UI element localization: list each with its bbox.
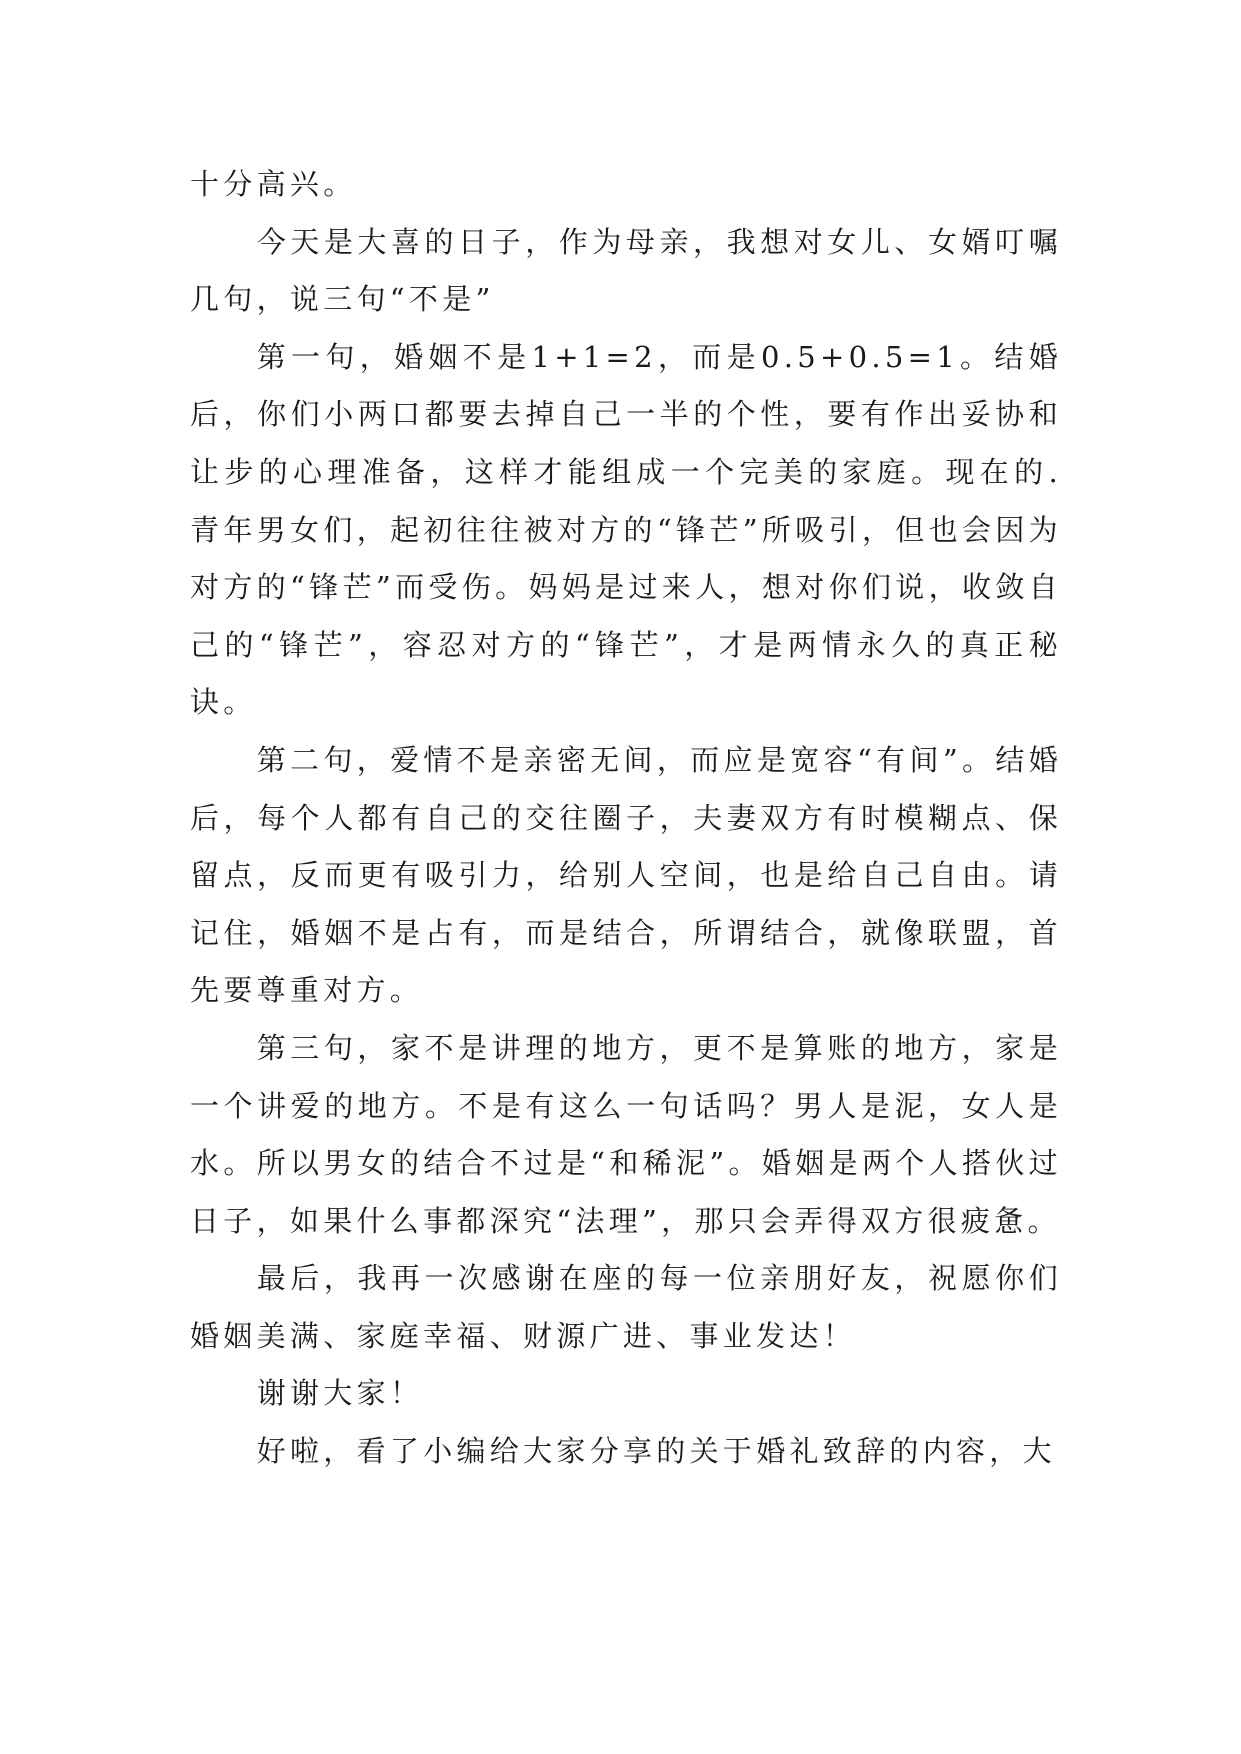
paragraph-first-point: 第一句，婚姻不是1+1=2，而是0.5+0.5=1。结婚后，你们小两口都要去掉自己一半的个性，要有作出妥协和让步的心理准备，这样才能组成一个完美的家庭。现在的.青年男女们，起初往往被对方的“锋芒”所吸引，但也会因为对方的“锋芒”而受伤。妈妈是过来人，想对你们说，收敛自己的“锋芒”，容忍对方的“锋芒”，才是两情永久的真正秘诀。	[190, 339, 1062, 720]
paragraph-second-point: 第二句，爱情不是亲密无间，而应是宽容“有间”。结婚后，每个人都有自己的交往圈子，夫妻双方有时模糊点、保留点，反而更有吸引力，给别人空间，也是给自己自由。请记住，婚姻不是占有，而是结合，所谓结合，就像联盟，首先要尊重对方。	[190, 742, 1062, 1008]
paragraph-intro: 今天是大喜的日子，作为母亲，我想对女儿、女婿叮嘱几句，说三句“不是”	[190, 224, 1062, 317]
paragraph-thanks: 谢谢大家！	[256, 1376, 424, 1411]
document-body	[190, 156, 1062, 1481]
paragraph-continued: 十分高兴。	[190, 167, 357, 201]
paragraph-editor-note: 好啦，看了小编给大家分享的关于婚礼致辞的内容，大	[256, 1434, 1056, 1469]
paragraph-third-point: 第三句，家不是讲理的地方，更不是算账的地方，家是一个讲爱的地方。不是有这么一句话吗？男人是泥，女人是水。所以男女的结合不过是“和稀泥”。婚姻是两个人搭伙过日子，如果什么事都深究“法理”，那只会弄得双方很疲惫。	[190, 1030, 1062, 1238]
paragraph-closing: 最后，我再一次感谢在座的每一位亲朋好友，祝愿你们婚姻美满、家庭幸福、财源广进、事业发达！	[190, 1261, 1062, 1353]
